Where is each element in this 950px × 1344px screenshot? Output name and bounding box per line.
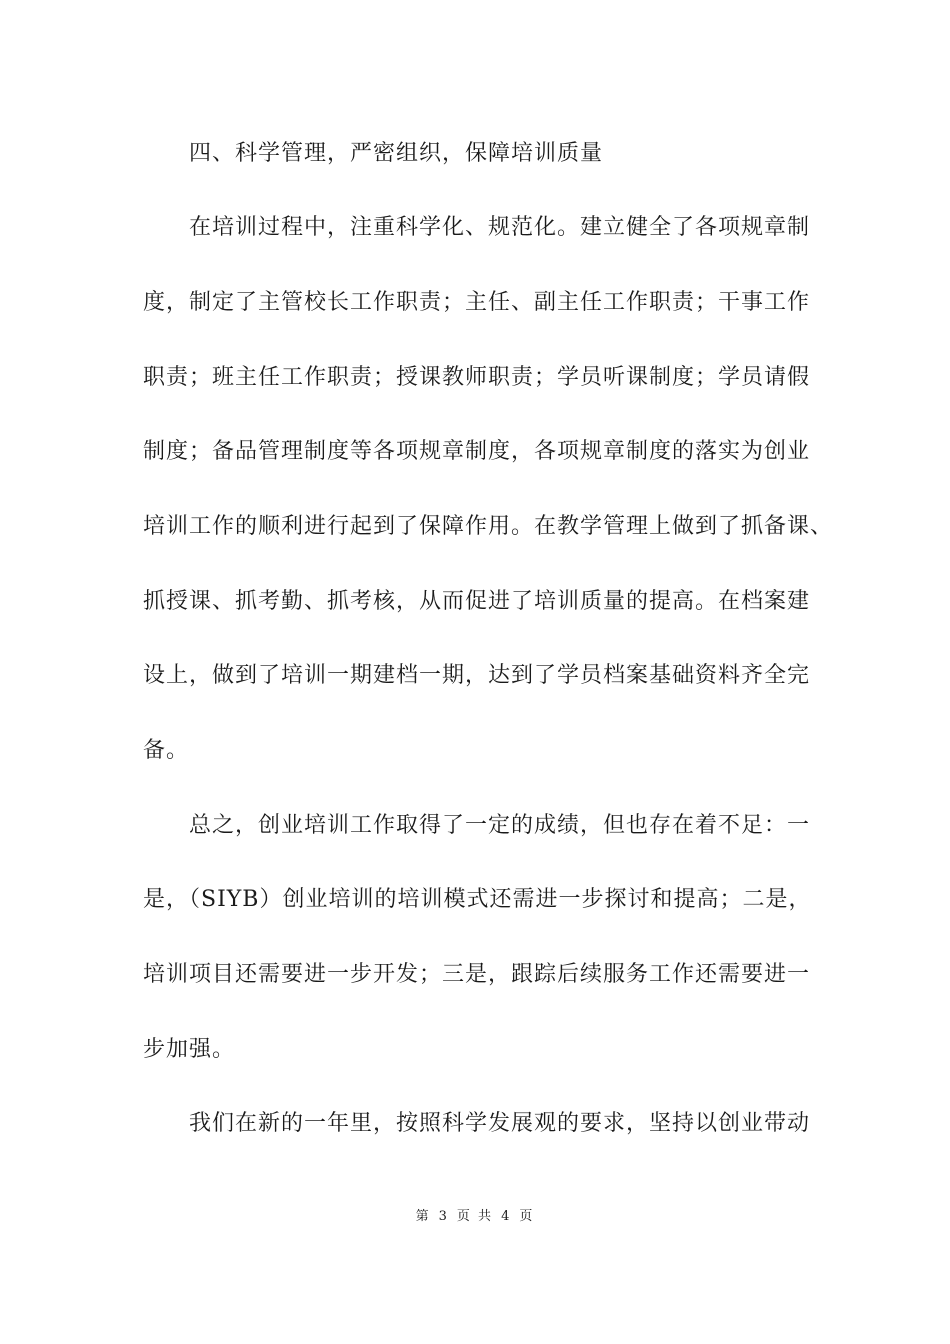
- paragraph-line: 我们在新的一年里，按照科学发展观的要求，坚持以创业带动: [189, 1111, 811, 1136]
- paragraph-line: 步加强。: [143, 1037, 236, 1062]
- paragraph-line: 职责；班主任工作职责；授课教师职责；学员听课制度；学员请假: [143, 365, 811, 390]
- footer-mid: 页 共: [456, 1209, 494, 1224]
- footer-prefix: 第: [415, 1209, 431, 1224]
- page-footer: [0, 1208, 950, 1226]
- paragraph-line: 培训工作的顺利进行起到了保障作用。在教学管理上做到了抓备课、: [143, 514, 834, 539]
- total-page-number: 4: [501, 1209, 512, 1224]
- paragraph-line: 设上，做到了培训一期建档一期，达到了学员档案基础资料齐全完: [143, 663, 811, 688]
- footer-suffix: 页: [519, 1209, 535, 1224]
- paragraph-line: 培训项目还需要进一步开发；三是，跟踪后续服务工作还需要进一: [143, 962, 811, 987]
- paragraph-line: 度，制定了主管校长工作职责；主任、副主任工作职责；干事工作: [143, 290, 811, 315]
- paragraph-line: 在培训过程中，注重科学化、规范化。建立健全了各项规章制: [189, 215, 811, 240]
- paragraph-line: 抓授课、抓考勤、抓考核，从而促进了培训质量的提高。在档案建: [143, 589, 811, 614]
- paragraph-line: 制度；备品管理制度等各项规章制度，各项规章制度的落实为创业: [143, 439, 811, 464]
- current-page-number: 3: [438, 1209, 449, 1224]
- section-heading: 四、科学管理，严密组织，保障培训质量: [189, 141, 604, 166]
- paragraph-line: 备。: [143, 738, 190, 763]
- paragraph-line: 是，（SIYB）创业培训的培训模式还需进一步探讨和提高；二是，: [143, 887, 812, 912]
- paragraph-line: 总之，创业培训工作取得了一定的成绩，但也存在着不足：一: [189, 813, 811, 838]
